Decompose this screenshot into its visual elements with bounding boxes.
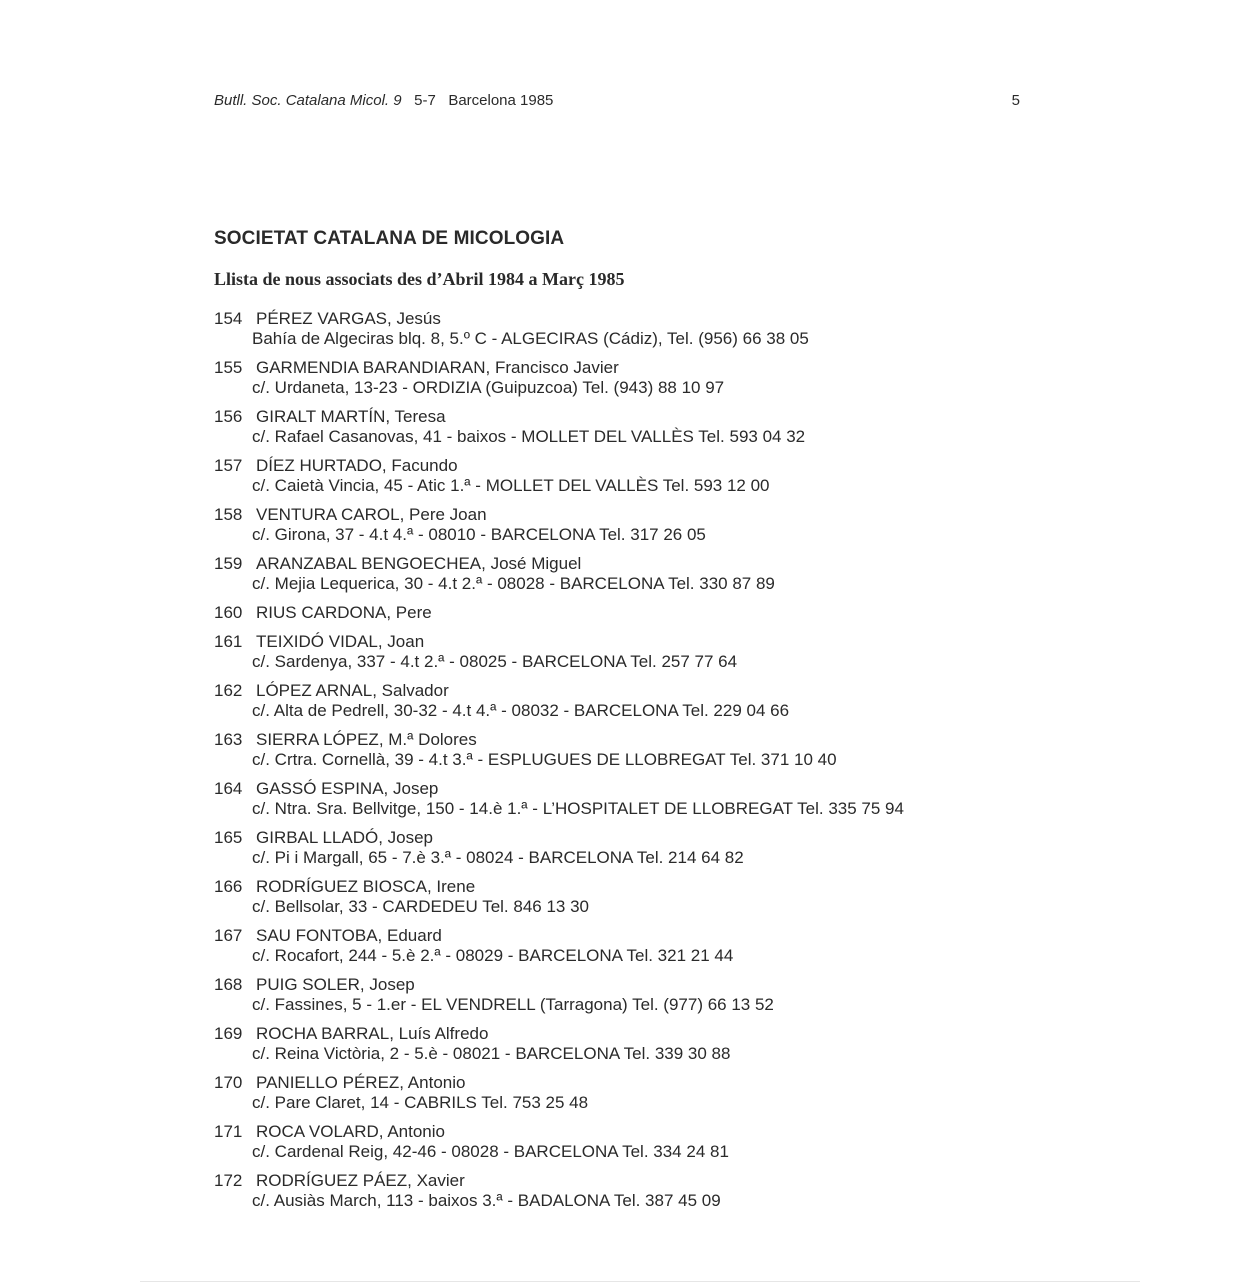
member-entry <box>214 309 1014 358</box>
member-number: 172 <box>214 1171 243 1190</box>
member-name: LÓPEZ ARNAL, Salvador <box>256 681 449 700</box>
member-entry <box>214 681 1014 730</box>
member-entry <box>214 877 1014 926</box>
member-name: TEIXIDÓ VIDAL, Joan <box>256 632 425 651</box>
member-address: c/. Fassines, 5 - 1.er - EL VENDRELL (Tarragona) Tel. (977) 66 13 52 <box>252 995 774 1014</box>
member-number: 167 <box>214 926 243 945</box>
member-name: DÍEZ HURTADO, Facundo <box>256 456 458 475</box>
member-name: RODRÍGUEZ PÁEZ, Xavier <box>256 1171 465 1190</box>
member-entry <box>214 1171 1014 1220</box>
member-entry <box>214 456 1014 505</box>
member-name: VENTURA CAROL, Pere Joan <box>256 505 487 524</box>
member-number: 171 <box>214 1122 243 1141</box>
member-address: c/. Rocafort, 244 - 5.è 2.ª - 08029 - BARCELONA Tel. 321 21 44 <box>252 946 734 965</box>
member-address: c/. Girona, 37 - 4.t 4.ª - 08010 - BARCELONA Tel. 317 26 05 <box>252 525 706 544</box>
member-number: 166 <box>214 877 243 896</box>
page-title: SOCIETAT CATALANA DE MICOLOGIA <box>214 228 565 249</box>
member-number: 164 <box>214 779 243 798</box>
member-number: 169 <box>214 1024 243 1043</box>
member-address: c/. Cardenal Reig, 42-46 - 08028 - BARCELONA Tel. 334 24 81 <box>252 1142 729 1161</box>
member-name: RIUS CARDONA, Pere <box>256 603 432 622</box>
member-number: 159 <box>214 554 243 573</box>
page-range: 5-7 <box>414 92 436 109</box>
member-name: ROCHA BARRAL, Luís Alfredo <box>256 1024 489 1043</box>
member-entry <box>214 1024 1014 1073</box>
bottom-rule <box>140 1281 1140 1282</box>
page-number: 5 <box>1011 92 1020 109</box>
journal-name: Butll. Soc. Catalana Micol. 9 <box>214 92 402 109</box>
member-entry <box>214 407 1014 456</box>
member-number: 168 <box>214 975 243 994</box>
member-number: 154 <box>214 309 243 328</box>
place-year: Barcelona 1985 <box>448 92 554 109</box>
member-name: GASSÓ ESPINA, Josep <box>256 779 439 798</box>
member-entry <box>214 975 1014 1024</box>
member-entry <box>214 505 1014 554</box>
member-name: ROCA VOLARD, Antonio <box>256 1122 445 1141</box>
member-number: 160 <box>214 603 243 622</box>
member-name: ARANZABAL BENGOECHEA, José Miguel <box>256 554 582 573</box>
member-entry <box>214 926 1014 975</box>
member-entry <box>214 554 1014 603</box>
member-name: GARMENDIA BARANDIARAN, Francisco Javier <box>256 358 619 377</box>
member-name: PANIELLO PÉREZ, Antonio <box>256 1073 466 1092</box>
member-number: 158 <box>214 505 243 524</box>
member-entry <box>214 779 1014 828</box>
member-address: c/. Reina Victòria, 2 - 5.è - 08021 - BARCELONA Tel. 339 30 88 <box>252 1044 731 1063</box>
member-name: PÉREZ VARGAS, Jesús <box>256 309 441 328</box>
member-entry <box>214 603 1014 632</box>
member-number: 156 <box>214 407 243 426</box>
member-entry <box>214 1073 1014 1122</box>
member-address: c/. Ntra. Sra. Bellvitge, 150 - 14.è 1.ª - L’HOSPITALET DE LLOBREGAT Tel. 335 75 94 <box>252 799 904 818</box>
member-number: 161 <box>214 632 243 651</box>
member-address: c/. Rafael Casanovas, 41 - baixos - MOLLET DEL VALLÈS Tel. 593 04 32 <box>252 427 806 446</box>
member-entry <box>214 358 1014 407</box>
member-address: c/. Pare Claret, 14 - CABRILS Tel. 753 25 48 <box>252 1093 589 1112</box>
member-number: 170 <box>214 1073 243 1092</box>
member-address: c/. Crtra. Cornellà, 39 - 4.t 3.ª - ESPLUGUES DE LLOBREGAT Tel. 371 10 40 <box>252 750 837 769</box>
member-name: GIRALT MARTÍN, Teresa <box>256 407 446 426</box>
member-address: c/. Urdaneta, 13-23 - ORDIZIA (Guipuzcoa) Tel. (943) 88 10 97 <box>252 378 725 397</box>
member-entry <box>214 730 1014 779</box>
member-address: c/. Caietà Vincia, 45 - Atic 1.ª - MOLLET DEL VALLÈS Tel. 593 12 00 <box>252 476 770 495</box>
member-name: PUIG SOLER, Josep <box>256 975 415 994</box>
member-name: GIRBAL LLADÓ, Josep <box>256 828 434 847</box>
member-address: c/. Bellsolar, 33 - CARDEDEU Tel. 846 13 30 <box>252 897 590 916</box>
member-entry <box>214 828 1014 877</box>
member-number: 155 <box>214 358 243 377</box>
member-entry <box>214 1122 1014 1171</box>
member-number: 157 <box>214 456 243 475</box>
member-number: 165 <box>214 828 243 847</box>
member-address: c/. Alta de Pedrell, 30-32 - 4.t 4.ª - 08032 - BARCELONA Tel. 229 04 66 <box>252 701 790 720</box>
member-address: c/. Ausiàs March, 113 - baixos 3.ª - BADALONA Tel. 387 45 09 <box>252 1191 721 1210</box>
member-name: RODRÍGUEZ BIOSCA, Irene <box>256 877 476 896</box>
member-address: c/. Mejia Lequerica, 30 - 4.t 2.ª - 08028 - BARCELONA Tel. 330 87 89 <box>252 574 775 593</box>
member-name: SIERRA LÓPEZ, M.ª Dolores <box>256 730 477 749</box>
member-address: c/. Pi i Margall, 65 - 7.è 3.ª - 08024 - BARCELONA Tel. 214 64 82 <box>252 848 744 867</box>
member-number: 163 <box>214 730 243 749</box>
member-list <box>214 309 1014 1220</box>
page-subtitle: Llista de nous associats des d’Abril 1984 a Març 1985 <box>214 269 625 289</box>
member-name: SAU FONTOBA, Eduard <box>256 926 442 945</box>
member-address: Bahía de Algeciras blq. 8, 5.º C - ALGECIRAS (Cádiz), Tel. (956) 66 38 05 <box>252 329 809 348</box>
member-entry <box>214 632 1014 681</box>
member-number: 162 <box>214 681 243 700</box>
running-header <box>214 92 1020 114</box>
member-address: c/. Sardenya, 337 - 4.t 2.ª - 08025 - BARCELONA Tel. 257 77 64 <box>252 652 738 671</box>
